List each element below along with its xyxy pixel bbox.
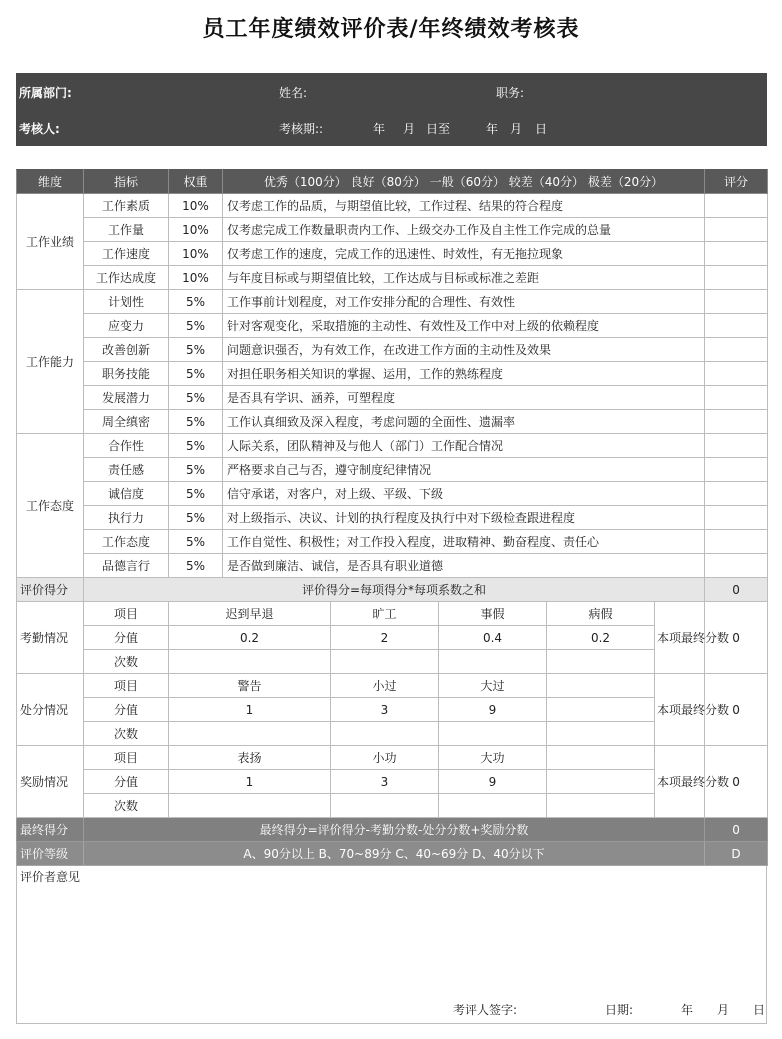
indicator-cell: 工作达成度 xyxy=(84,266,169,290)
score-input-cell[interactable] xyxy=(705,314,768,338)
final-score-formula: 最终得分=评价得分-考勤分数-处分分数+奖励分数 xyxy=(84,818,705,842)
grade-label: 评价等级 xyxy=(17,842,84,866)
weight-cell: 5% xyxy=(169,314,223,338)
weight-cell: 5% xyxy=(169,362,223,386)
final-value: 0 xyxy=(705,674,768,746)
page-title: 员工年度绩效评价表/年终绩效考核表 xyxy=(202,17,580,42)
score-input-cell[interactable] xyxy=(705,194,768,218)
table-row xyxy=(17,218,768,242)
weight-cell: 10% xyxy=(169,266,223,290)
weight-cell: 5% xyxy=(169,458,223,482)
score-input-cell[interactable] xyxy=(705,410,768,434)
table-row xyxy=(17,458,768,482)
weight-cell: 5% xyxy=(169,434,223,458)
dimension-cell: 工作态度 xyxy=(17,434,84,578)
indicator-cell: 合作性 xyxy=(84,434,169,458)
description-cell: 针对客观变化，采取措施的主动性、有效性及工作中对上级的依赖程度 xyxy=(223,314,705,338)
info-header xyxy=(16,73,767,146)
final-score-label: 最终得分 xyxy=(17,818,84,842)
count-input-cell[interactable] xyxy=(331,794,439,818)
count-label: 次数 xyxy=(84,722,169,746)
item-label: 项目 xyxy=(84,746,169,770)
description-cell: 问题意识强否，为有效工作，在改进工作方面的主动性及效果 xyxy=(223,338,705,362)
period-month-end: 月 xyxy=(510,122,523,136)
description-cell: 对上级指示、决议、计划的执行程度及执行中对下级检查跟进程度 xyxy=(223,506,705,530)
value-label: 分值 xyxy=(84,770,169,794)
weight-cell: 5% xyxy=(169,506,223,530)
description-cell: 仅考虑完成工作数量职责内工作、上级交办工作及自主性工作完成的总量 xyxy=(223,218,705,242)
score-input-cell[interactable] xyxy=(705,242,768,266)
final-label: 本项最终分数 xyxy=(655,746,705,818)
item-value-cell: 1 xyxy=(169,698,331,722)
table-row xyxy=(17,386,768,410)
score-input-cell[interactable] xyxy=(705,362,768,386)
table-row xyxy=(17,362,768,386)
date-day: 日 xyxy=(753,1003,766,1017)
description-cell: 严格要求自己与否，遵守制度纪律情况 xyxy=(223,458,705,482)
item-name-cell: 大过 xyxy=(439,674,547,698)
indicator-cell: 工作态度 xyxy=(84,530,169,554)
grade-row xyxy=(17,842,768,866)
header-weight: 权重 xyxy=(169,170,223,194)
period-year-start: 年 xyxy=(373,122,386,136)
score-input-cell[interactable] xyxy=(705,386,768,410)
item-name-cell: 小过 xyxy=(331,674,439,698)
score-input-cell[interactable] xyxy=(705,506,768,530)
count-input-cell[interactable] xyxy=(169,794,331,818)
header-score: 评分 xyxy=(705,170,768,194)
item-name-cell: 事假 xyxy=(439,602,547,626)
eval-score-value: 0 xyxy=(705,578,768,602)
count-label: 次数 xyxy=(84,650,169,674)
dimension-cell: 工作能力 xyxy=(17,290,84,434)
item-name-cell: 表扬 xyxy=(169,746,331,770)
count-input-cell[interactable] xyxy=(547,650,655,674)
indicator-cell: 发展潜力 xyxy=(84,386,169,410)
score-input-cell[interactable] xyxy=(705,554,768,578)
description-cell: 是否做到廉洁、诚信，是否具有职业道德 xyxy=(223,554,705,578)
indicator-cell: 职务技能 xyxy=(84,362,169,386)
item-value-cell: 3 xyxy=(331,770,439,794)
description-cell: 信守承诺，对客户，对上级、平级、下级 xyxy=(223,482,705,506)
indicator-cell: 责任感 xyxy=(84,458,169,482)
item-name-cell: 迟到早退 xyxy=(169,602,331,626)
table-row xyxy=(17,266,768,290)
indicator-cell: 工作速度 xyxy=(84,242,169,266)
score-input-cell[interactable] xyxy=(705,338,768,362)
item-value-cell: 9 xyxy=(439,698,547,722)
count-input-cell[interactable] xyxy=(547,794,655,818)
eval-score-row xyxy=(17,578,768,602)
item-value-cell: 2 xyxy=(331,626,439,650)
section-item-row xyxy=(17,746,768,770)
grade-value: D xyxy=(705,842,768,866)
item-value-cell: 0.2 xyxy=(169,626,331,650)
section-item-row xyxy=(17,674,768,698)
period-label: 考核期:: xyxy=(279,122,324,136)
table-row xyxy=(17,338,768,362)
final-value: 0 xyxy=(705,746,768,818)
section-item-row xyxy=(17,602,768,626)
indicator-cell: 计划性 xyxy=(84,290,169,314)
item-value-cell: 0.4 xyxy=(439,626,547,650)
count-input-cell[interactable] xyxy=(331,650,439,674)
signature-label: 考评人签字: xyxy=(453,1003,518,1017)
section-name: 处分情况 xyxy=(17,674,84,746)
final-value: 0 xyxy=(705,602,768,674)
period-year-end: 年 xyxy=(486,122,499,136)
description-cell: 工作自觉性、积极性；对工作投入程度，进取精神、勤奋程度、责任心 xyxy=(223,530,705,554)
score-input-cell[interactable] xyxy=(705,482,768,506)
table-row xyxy=(17,314,768,338)
date-month: 月 xyxy=(717,1003,730,1017)
opinion-label: 评价者意见 xyxy=(20,870,81,884)
count-input-cell[interactable] xyxy=(439,650,547,674)
assessor-label: 考核人: xyxy=(19,122,60,136)
count-input-cell[interactable] xyxy=(331,722,439,746)
indicator-cell: 工作量 xyxy=(84,218,169,242)
weight-cell: 10% xyxy=(169,242,223,266)
description-cell: 仅考虑工作的品质，与期望值比较，工作过程、结果的符合程度 xyxy=(223,194,705,218)
department-label: 所属部门: xyxy=(19,86,72,100)
count-input-cell[interactable] xyxy=(439,794,547,818)
header-dimension: 维度 xyxy=(17,170,84,194)
grade-scale: A、90分以上 B、70~89分 C、40~69分 D、40分以下 xyxy=(84,842,705,866)
name-label: 姓名: xyxy=(279,86,308,100)
item-name-cell xyxy=(547,746,655,770)
weight-cell: 5% xyxy=(169,482,223,506)
dimension-cell: 工作业绩 xyxy=(17,194,84,290)
period-day-to: 日至 xyxy=(426,122,451,136)
score-input-cell[interactable] xyxy=(705,458,768,482)
value-label: 分值 xyxy=(84,626,169,650)
item-name-cell: 旷工 xyxy=(331,602,439,626)
final-score-value: 0 xyxy=(705,818,768,842)
date-year: 年 xyxy=(681,1003,694,1017)
section-name: 考勤情况 xyxy=(17,602,84,674)
description-cell: 仅考虑工作的速度，完成工作的迅速性、时效性，有无拖拉现象 xyxy=(223,242,705,266)
table-row xyxy=(17,290,768,314)
indicator-cell: 执行力 xyxy=(84,506,169,530)
score-input-cell[interactable] xyxy=(705,218,768,242)
weight-cell: 5% xyxy=(169,530,223,554)
table-row xyxy=(17,554,768,578)
count-label: 次数 xyxy=(84,794,169,818)
table-row xyxy=(17,506,768,530)
description-cell: 是否具有学识、涵养，可塑程度 xyxy=(223,386,705,410)
item-value-cell: 1 xyxy=(169,770,331,794)
eval-score-formula: 评价得分=每项得分*每项系数之和 xyxy=(84,578,705,602)
eval-score-label: 评价得分 xyxy=(17,578,84,602)
item-name-cell: 小功 xyxy=(331,746,439,770)
item-value-cell: 0.2 xyxy=(547,626,655,650)
table-row xyxy=(17,482,768,506)
weight-cell: 5% xyxy=(169,554,223,578)
description-cell: 工作事前计划程度，对工作安排分配的合理性、有效性 xyxy=(223,290,705,314)
table-row xyxy=(17,410,768,434)
count-input-cell[interactable] xyxy=(547,722,655,746)
weight-cell: 5% xyxy=(169,338,223,362)
table-row xyxy=(17,434,768,458)
date-label: 日期: xyxy=(605,1003,634,1017)
indicator-cell: 周全缜密 xyxy=(84,410,169,434)
item-value-cell: 3 xyxy=(331,698,439,722)
indicator-cell: 品德言行 xyxy=(84,554,169,578)
final-label: 本项最终分数 xyxy=(655,674,705,746)
table-header-row xyxy=(17,170,768,194)
item-value-cell xyxy=(547,770,655,794)
description-cell: 工作认真细致及深入程度，考虑问题的全面性、遗漏率 xyxy=(223,410,705,434)
weight-cell: 5% xyxy=(169,410,223,434)
description-cell: 与年度目标或与期望值比较，工作达成与目标或标准之差距 xyxy=(223,266,705,290)
final-score-row xyxy=(17,818,768,842)
item-name-cell xyxy=(547,674,655,698)
item-label: 项目 xyxy=(84,602,169,626)
item-name-cell: 警告 xyxy=(169,674,331,698)
item-value-cell: 9 xyxy=(439,770,547,794)
value-label: 分值 xyxy=(84,698,169,722)
table-row xyxy=(17,530,768,554)
count-input-cell[interactable] xyxy=(169,650,331,674)
table-row xyxy=(17,194,768,218)
section-name: 奖励情况 xyxy=(17,746,84,818)
score-input-cell[interactable] xyxy=(705,266,768,290)
item-name-cell: 大功 xyxy=(439,746,547,770)
period-day-end: 日 xyxy=(535,122,548,136)
indicator-cell: 诚信度 xyxy=(84,482,169,506)
description-cell: 对担任职务相关知识的掌握、运用，工作的熟练程度 xyxy=(223,362,705,386)
item-value-cell xyxy=(547,698,655,722)
description-cell: 人际关系，团队精神及与他人（部门）工作配合情况 xyxy=(223,434,705,458)
score-input-cell[interactable] xyxy=(705,290,768,314)
indicator-cell: 工作素质 xyxy=(84,194,169,218)
weight-cell: 10% xyxy=(169,194,223,218)
final-label: 本项最终分数 xyxy=(655,602,705,674)
period-month-start: 月 xyxy=(403,122,416,136)
indicator-cell: 应变力 xyxy=(84,314,169,338)
weight-cell: 5% xyxy=(169,290,223,314)
score-input-cell[interactable] xyxy=(705,530,768,554)
position-label: 职务: xyxy=(496,86,525,100)
item-label: 项目 xyxy=(84,674,169,698)
count-input-cell[interactable] xyxy=(439,722,547,746)
table-row xyxy=(17,242,768,266)
weight-cell: 5% xyxy=(169,386,223,410)
indicator-cell: 改善创新 xyxy=(84,338,169,362)
item-name-cell: 病假 xyxy=(547,602,655,626)
count-input-cell[interactable] xyxy=(169,722,331,746)
weight-cell: 10% xyxy=(169,218,223,242)
evaluation-table xyxy=(16,169,768,866)
opinion-area xyxy=(16,866,767,1024)
header-indicator: 指标 xyxy=(84,170,169,194)
header-criteria: 优秀（100分） 良好（80分） 一般（60分） 较差（40分） 极差（20分） xyxy=(223,170,705,194)
score-input-cell[interactable] xyxy=(705,434,768,458)
